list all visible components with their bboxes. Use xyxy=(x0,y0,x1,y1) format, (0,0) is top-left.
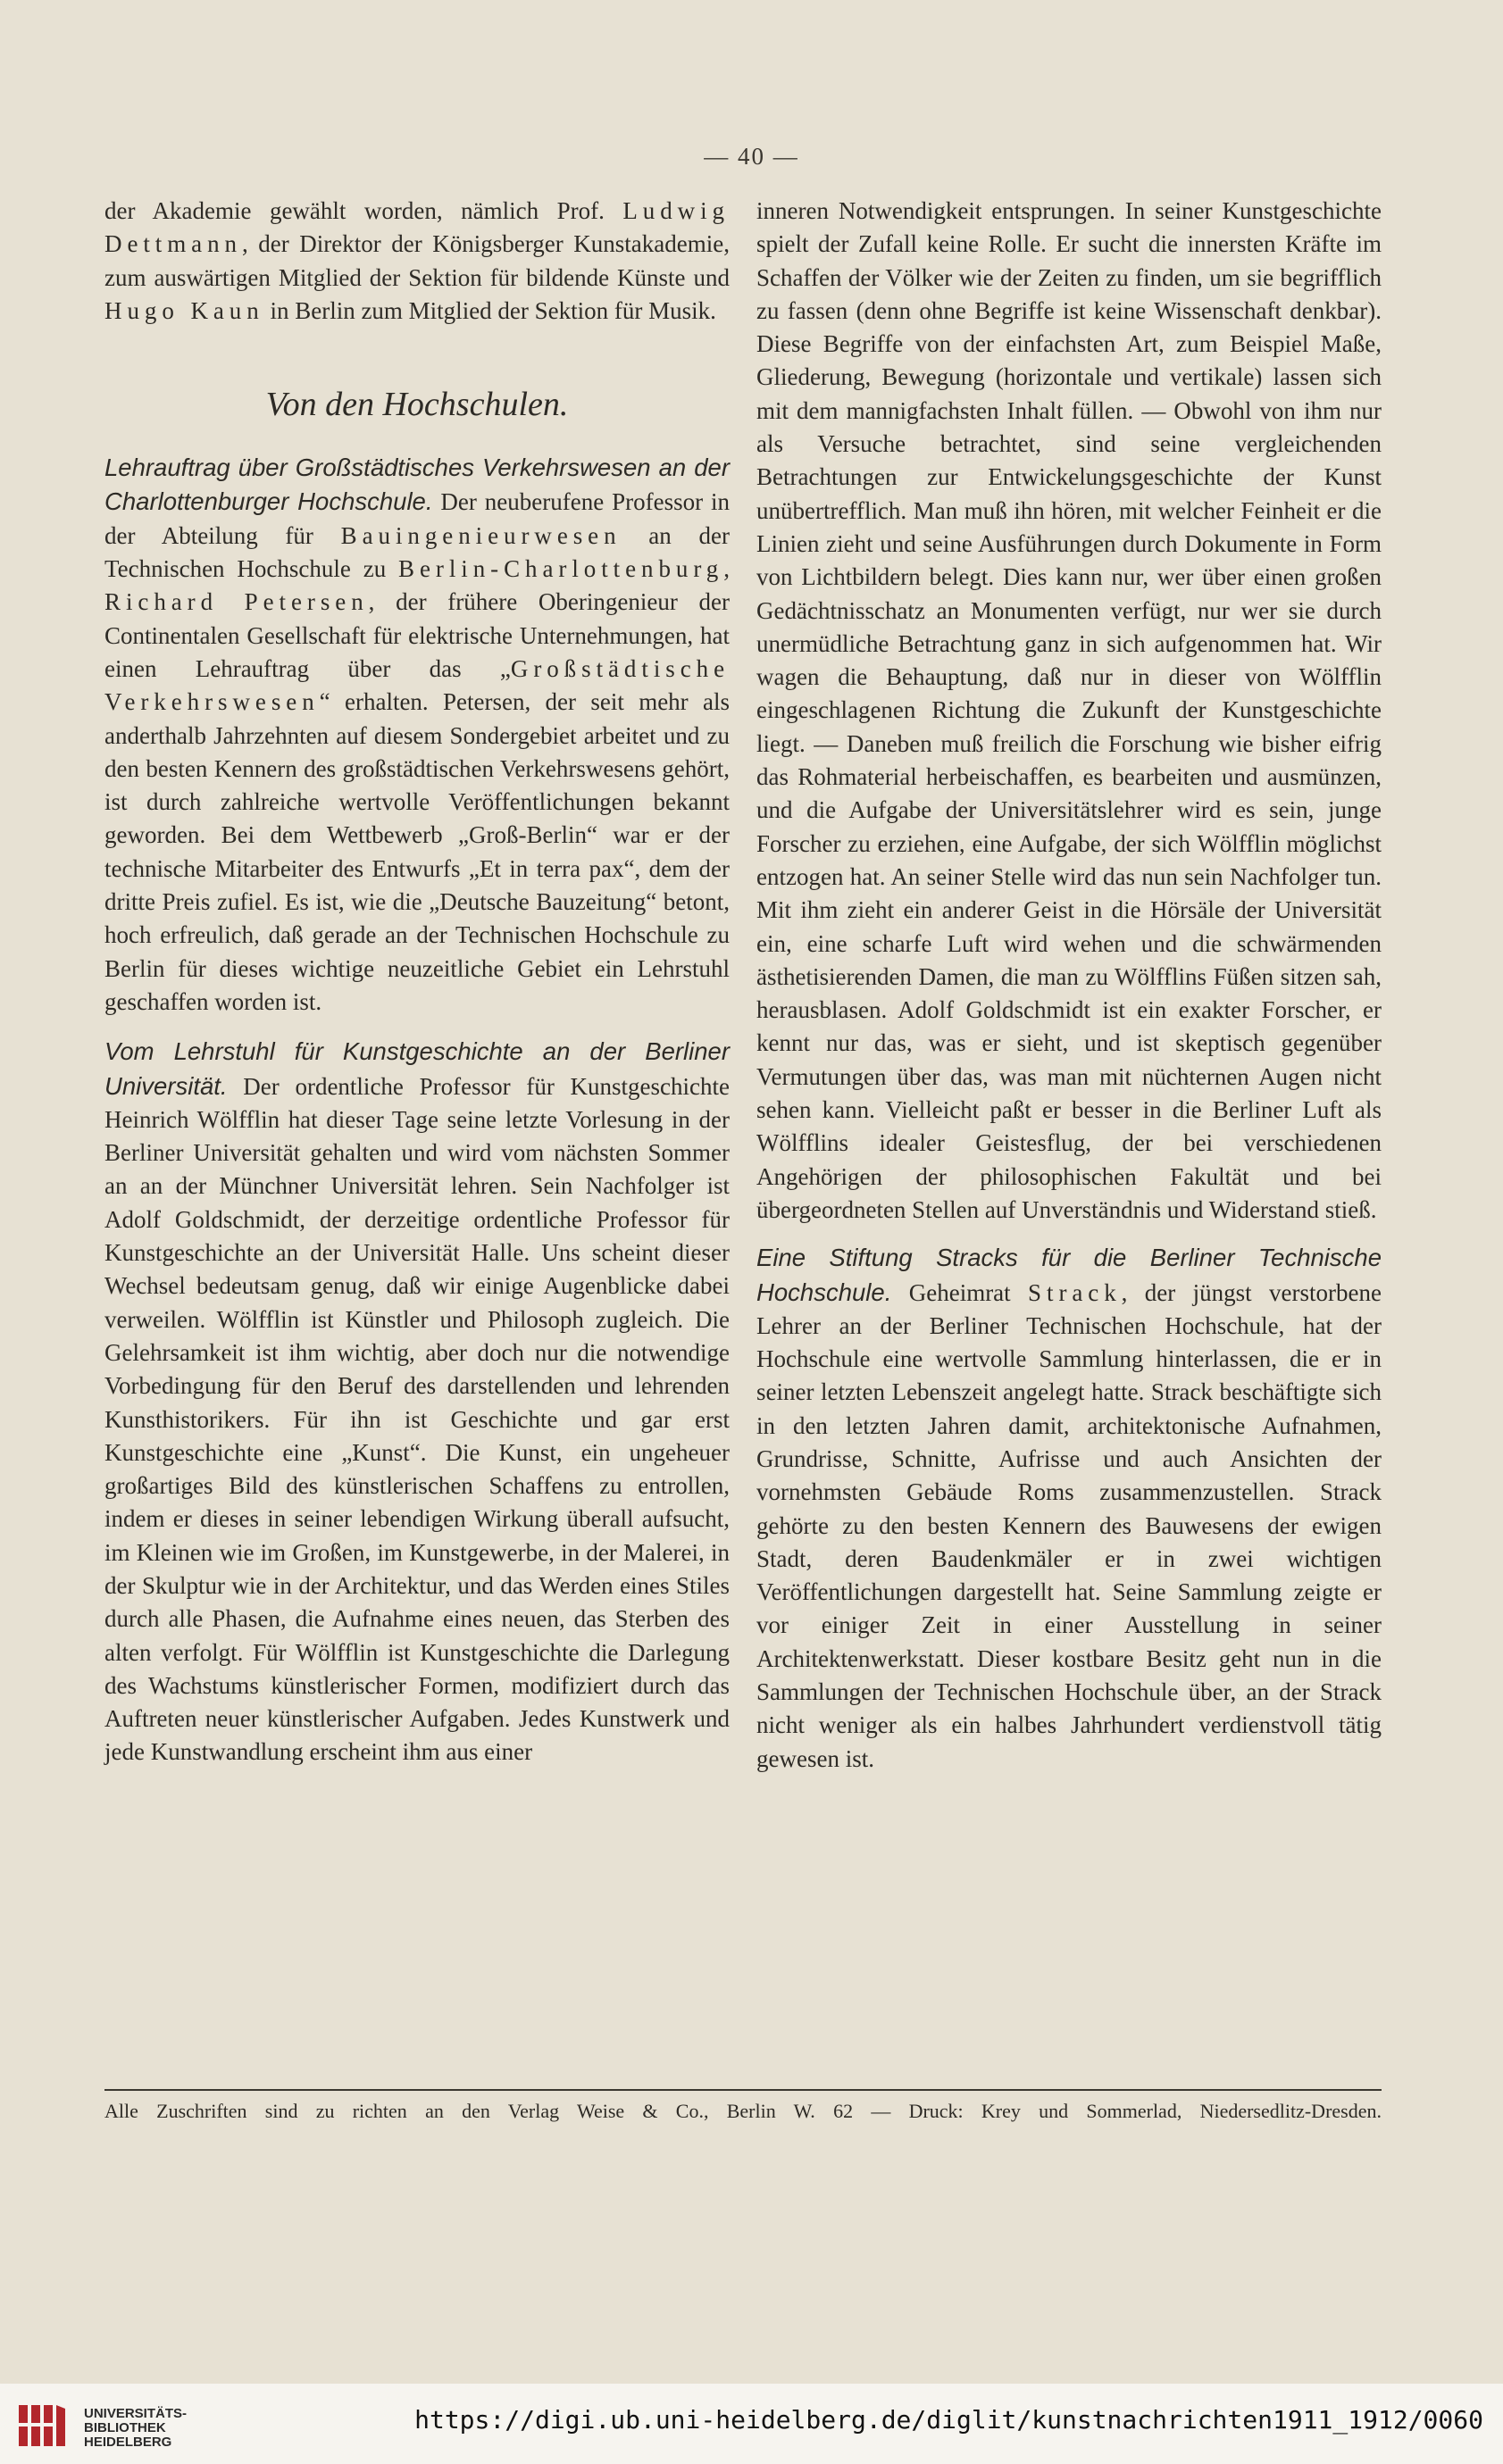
article-lead-lehrstuhl: Vom Lehrstuhl für Kunstgeschichte an der Berliner Universität. xyxy=(104,1037,730,1100)
page-number: — 40 — xyxy=(704,143,799,170)
paragraph-lehrstuhl-kunstgeschichte: Vom Lehrstuhl für Kunstgeschichte an der Berliner Universität. Der ordentliche Professor für Kunstgeschichte Heinrich Wölfflin hat dieser Tage seine letzte Vorlesung in der Berliner Universität gehalten und wird vom nächsten Sommer an an der Münchner Universität lehren. Sein Nachfolger ist Adolf Goldschmidt, der derzeitige ordentliche Professor für Kunstgeschichte an der Universität Halle. Uns scheint dieser Wechsel bedeutsam genug, daß wir einige Augenblicke dabei verweilen. Wölfflin ist Künstler und Philosoph zugleich. Die Gelehrsamkeit ist ihm wichtig, aber doch nur die notwendige Vorbedingung für den Beruf des darstellenden und lehrenden Kunsthistorikers. Für ihn ist Geschichte und gar erst Kunstgeschichte eine „Kunst“. Die Kunst, ein ungeheuer großartiges Bild des künstlerischen Schaffens zu entrollen, indem er dieses in seiner lebendigen Wirkung überall aufsucht, im Kleinen wie im Großen, im Kunstgewerbe, in der Malerei, in der Skulptur wie in der Architektur, und das Werden eines Stiles durch alle Phasen, die Aufnahme eines neuen, das Sterben des alten verfolgt. Für Wölfflin ist Kunstgeschichte die Darlegung des Wachstums künstlerischer Formen, modifiziert durch das Auftreten neuer künstlerischer Aufgaben. Jedes Kunstwerk und jede Kunstwandlung erscheint ihm aus einer xyxy=(104,1037,730,1766)
paragraph-lehrauftrag: Lehrauftrag über Großstädtisches Verkehrswesen an der Charlottenburger Hochschule. Der neuberufene Professor in der Abteilung für Bauingenieurwesen an der Technischen Hochschule zu Berlin-Charlottenburg, Richard Petersen, der frühere Oberingenieur der Continentalen Gesellschaft für elektrische Unternehmungen, hat einen Lehrauftrag über das „Großstädtische Verkehrswesen“ erhalten. Petersen, der seit mehr als anderthalb Jahrzehnten auf diesem Sondergebiet arbeitet und zu den besten Kennern des großstädtischen Verkehrswesens gehört, ist durch zahlreiche wertvolle Veröffentlichungen bekannt geworden. Bei dem Wettbewerb „Groß-Berlin“ war er der technische Mitarbeiter des Entwurfs „Et in terra pax“, dem der dritte Preis zufiel. Es ist, wie die „Deutsche Bauzeitung“ betont, hoch erfreulich, daß gerade an der Technischen Hochschule zu Berlin für dieses wichtige neuzeitliche Gebiet ein Lehrstuhl geschaffen worden ist. xyxy=(104,454,730,1015)
article-lead-stiftung: Eine Stiftung Stracks für die Berliner Technische Hochschule. xyxy=(756,1244,1382,1306)
name-kaun: Hugo Kaun xyxy=(104,296,264,324)
article-lead-lehrauftrag: Lehrauftrag über Großstädtisches Verkehrswesen an der Charlottenburger Hochschule. xyxy=(104,454,730,516)
section-heading: Von den Hochschulen. xyxy=(265,386,569,424)
source-url-link[interactable]: https://digi.ub.uni-heidelberg.de/diglit/kunstnachrichten1911_1912/0060 xyxy=(414,2405,1483,2435)
heidelberg-university-library-logo-icon xyxy=(16,2400,68,2452)
left-column xyxy=(104,195,730,1769)
viewer-bottom-strip xyxy=(0,2384,1503,2464)
name-dettmann: Ludwig Dettmann xyxy=(104,197,730,258)
footer-rule xyxy=(104,2089,1382,2091)
paragraph-woelfflin-continued: inneren Notwendigkeit entsprungen. In seiner Kunstgeschichte spielt der Zufall keine Rolle. Er sucht die innersten Kräfte im Schaffen der Völker wie der Zeiten zu finden, um sie begrifflich zu fassen (denn ohne Begriffe ist keine Wissenschaft denkbar). Diese Begriffe von der einfachsten Art, zum Beispiel Maße, Gliederung, Bewegung (horizontale und vertikale) lassen sich mit dem mannigfachsten Inhalt füllen. — Obwohl von ihm nur als Versuche betrachtet, sind seine vergleichenden Betrachtungen zur Entwickelungsgeschichte der Kunst unübertrefflich. Man muß ihn hören, mit welcher Feinheit er die Linien zieht und seine Ausführungen durch Dokumente in Form von Lichtbildern belegt. Dies kann nur, wer über einen großen Gedächtnisschatz an Monumenten verfügt, nur wer sie durch unermüdliche Betrachtung ganz in sich aufgenommen hat. Wir wagen die Behauptung, daß nur in dieser von Wölfflin eingeschlagenen Richtung die Zukunft der Kunstgeschichte liegt. — Daneben muß freilich die Forschung wie bisher eifrig das Rohmaterial herbeischaffen, es bearbeiten und ausmünzen, und die Aufgabe der Universitätslehrer wird es sein, junge Forscher zu erziehen, eine Aufgabe, der sich Wölfflin möglichst entzogen hat. An seiner Stelle wird das nun sein Nachfolger tun. Mit ihm zieht ein anderer Geist in die Hörsäle der Universität ein, eine scharfe Luft wird wehen und die schwärmenden ästhetisierenden Damen, die man zu Wölfflins Füßen sitzen sah, herausblasen. Adolf Goldschmidt ist ein exakter Forscher, er kennt nur das, was er sieht, und ist skeptisch gegenüber Vermutungen über das, was man mit nüchternen Augen nicht sehen kann. Vielleicht paßt er besser in die Berliner Luft als Wölfflins idealer Geistesflug, der bei verschiedenen Angehörigen der philosophischen Fakultät und bei übergeordneten Stellen auf Unverständnis und Widerstand stieß. xyxy=(756,197,1382,1223)
right-column xyxy=(756,195,1382,1776)
paragraph-stiftung-strack: Eine Stiftung Stracks für die Berliner Technische Hochschule. Geheimrat Strack, der jüngst verstorbene Lehrer an der Berliner Technischen Hochschule, hat der Hochschule eine wertvolle Sammlung hinterlassen, die er in seiner letzten Lebenszeit angelegt hatte. Strack beschäftigte sich in den letzten Jahren damit, architektonische Aufnahmen, Grundrisse, Schnitte, Aufrisse und auch Ansichten der vornehmsten Gebäude Roms zusammenzustellen. Strack gehörte zu den besten Kennern des Bauwesens der ewigen Stadt, deren Baudenkmäler er in zwei wichtigen Veröffentlichungen dargestellt hat. Seine Sammlung zeigte er vor einiger Zeit in einer Ausstellung in seiner Architektenwerkstatt. Dieser kostbare Besitz geht nun in die Sammlungen der Technischen Hochschule über, an der Strack nicht weniger als ein halbes Jahrhundert verdienstvoll tätig gewesen ist. xyxy=(756,1244,1382,1772)
library-name: UNIVERSITÄTS- BIBLIOTHEK HEIDELBERG xyxy=(84,2406,188,2450)
paragraph-academy-members: der Akademie gewählt worden, nämlich Prof. Ludwig Dettmann, der Direktor der Königsberger Kunstakademie, zum auswärtigen Mitglied der Sektion für bildende Künste und Hugo Kaun in Berlin zum Mitglied der Sektion für Musik. xyxy=(104,197,730,324)
footer-note: Alle Zuschriften sind zu richten an den Verlag Weise & Co., Berlin W. 62 — Druck: Krey und Sommerlad, Niedersedlitz-Dresden. xyxy=(104,2100,1382,2122)
library-logo[interactable] xyxy=(16,2400,195,2453)
